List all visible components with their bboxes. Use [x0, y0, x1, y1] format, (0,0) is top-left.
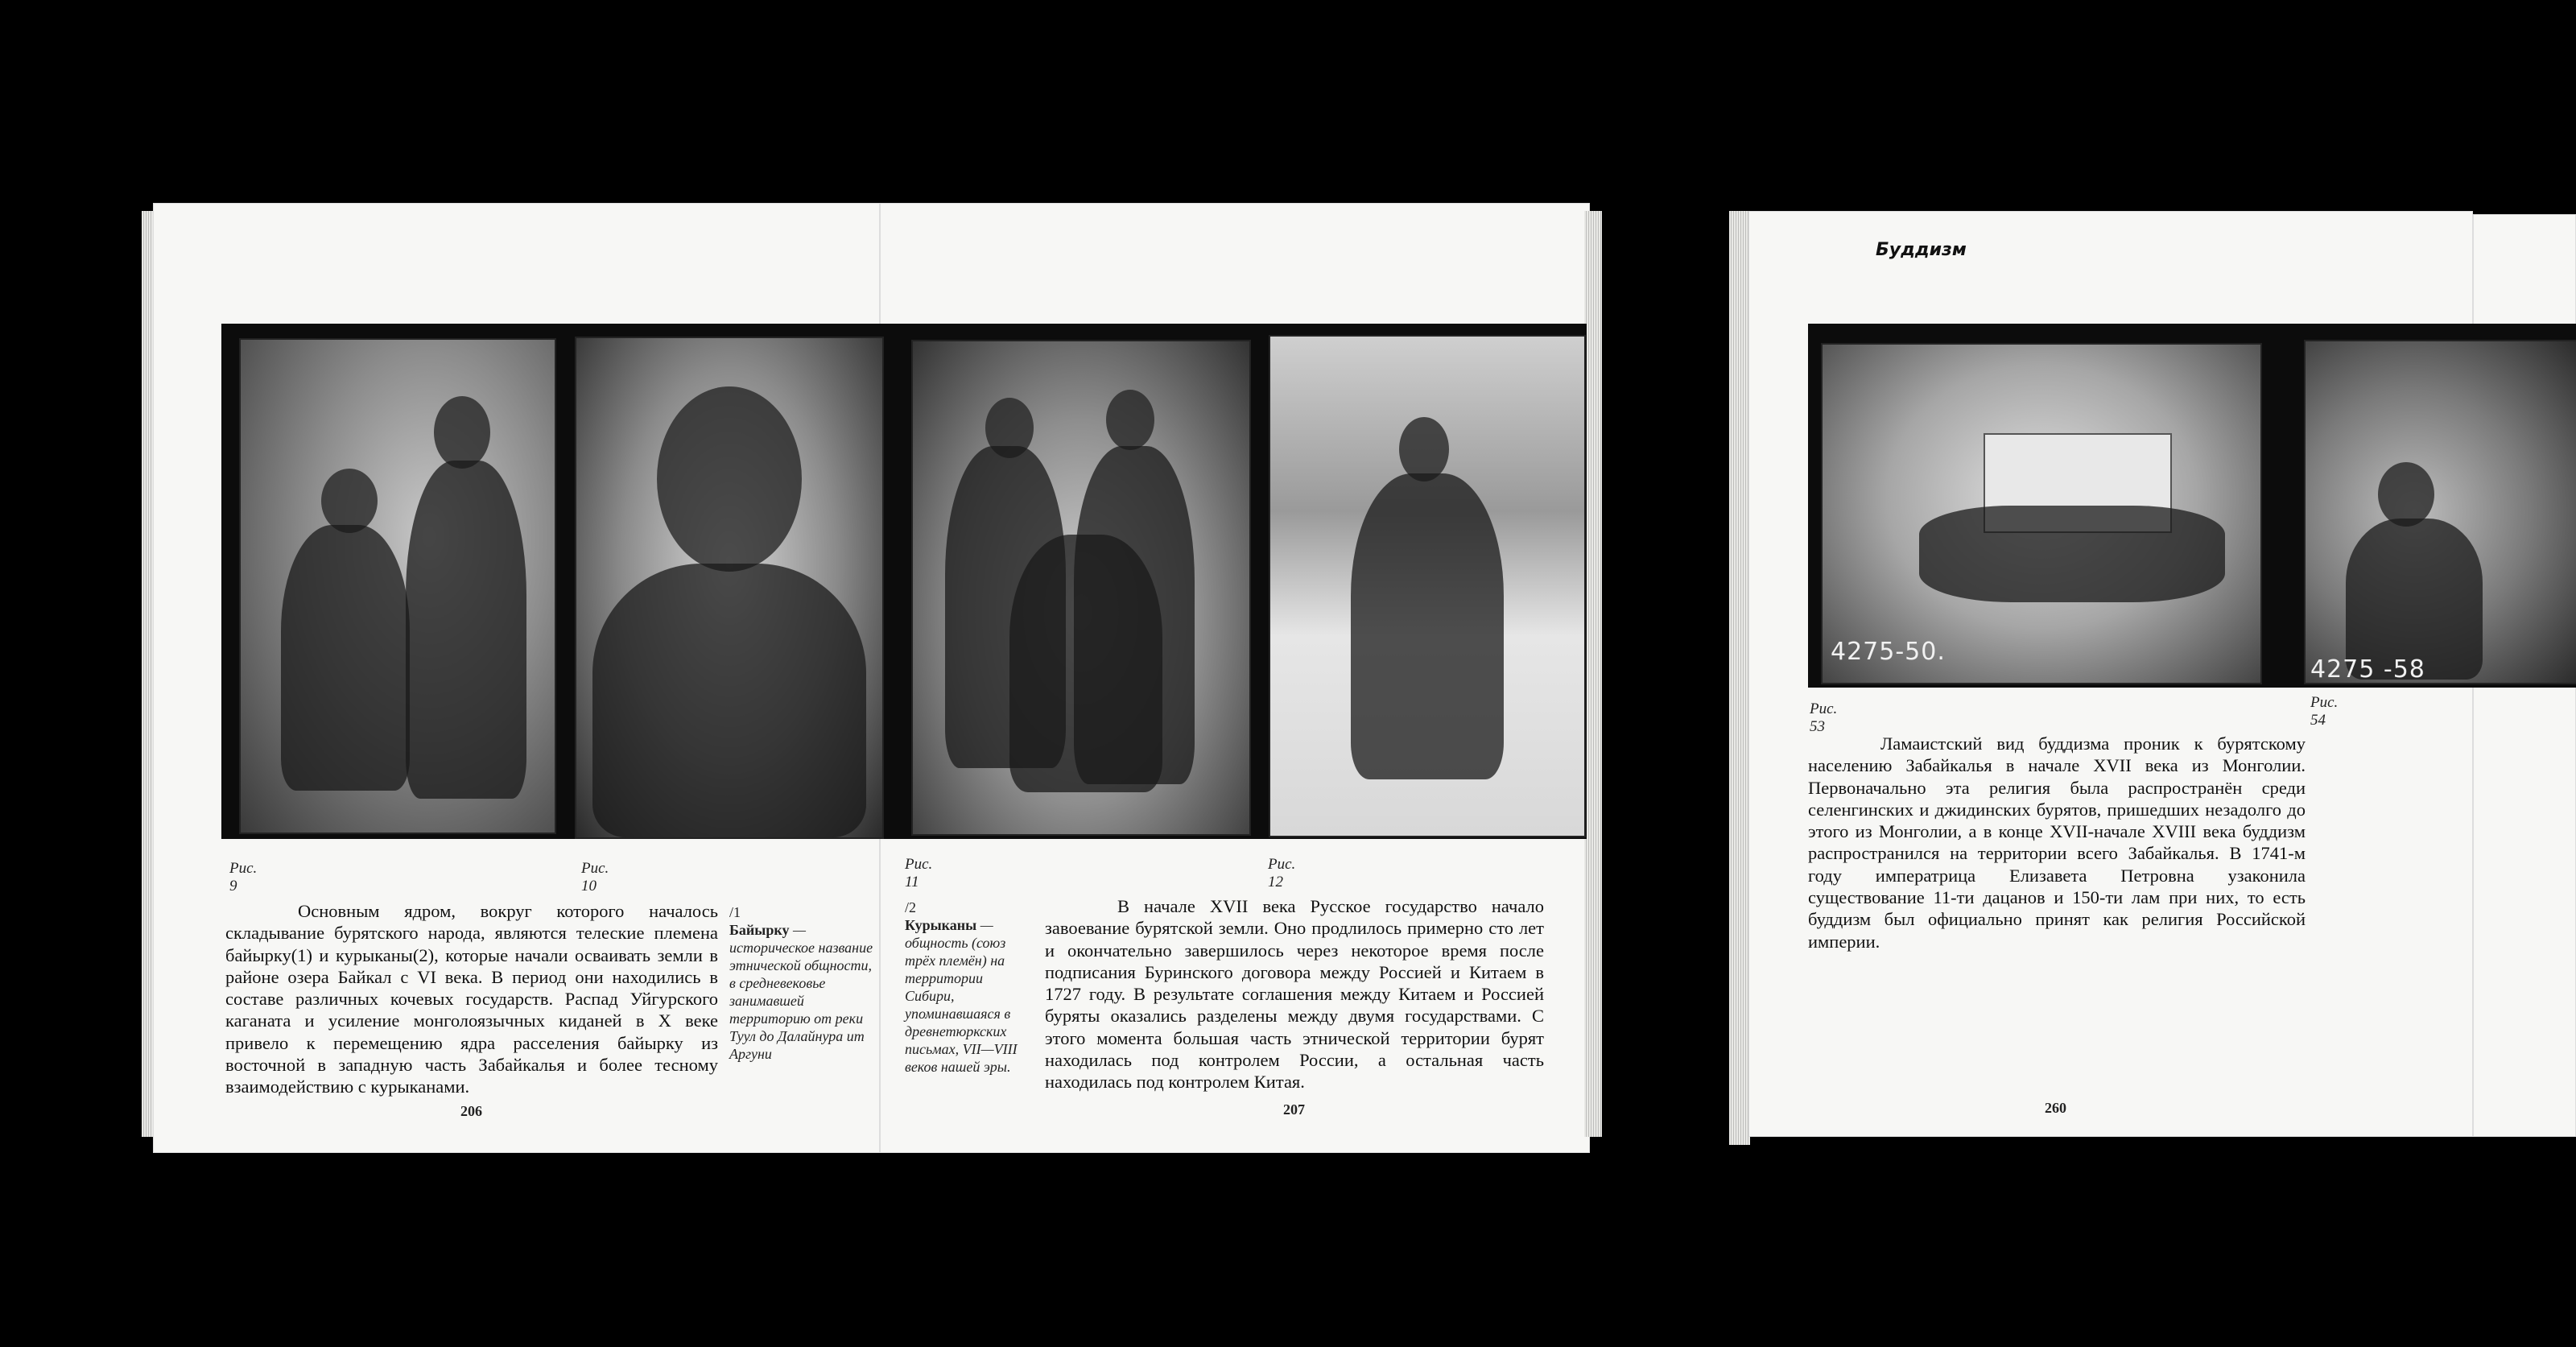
- footnote-2: [905, 899, 1026, 1076]
- footnote-number: /2: [905, 899, 917, 915]
- photo-fig53: [1821, 343, 2262, 684]
- body-text-206: Основным ядром, вокруг которого началось складывание бурятского народа, являются телеские племена байырку(1) и курыканы(2), которые начали осваивать земли в районе озера Байкал с VI века. В период они находились в составе различных кочевых государств. Распад Уйгурского каганата и усиление монголоязычных киданей в X веке привело к перемещению ядра расселения байырку из восточной в западную часть Забайкалья и более тесному взаимодействию с курыканами.: [225, 901, 718, 1097]
- photo-fig11: [911, 340, 1251, 836]
- folio-207: 207: [1283, 1101, 1305, 1118]
- photo-fig10: [575, 337, 884, 839]
- folio-260: 260: [2045, 1100, 2066, 1116]
- negative-number-fig53: 4275-50.: [1831, 638, 1946, 666]
- caption-fig10: Рис. 10: [581, 860, 609, 895]
- body-text-260: Ламаистский вид буддизма проник к бурятскому населению Забайкалья в начале XVII века из Монголии. Первоначально эта религия была распространён среди селенгинских и джидинских бурятов, пришедших незадолго до этого из Монголии, а в конце XVII-начале XVIII века буддизм распространился на территории всего Забайкалья. В 1741-м году императрица Елизавета Петровна узаконила существование 11-ти дацанов и 150-ти лам при них, то есть буддизм был официально принят как религия Российской империи.: [1808, 733, 2306, 952]
- caption-fig11: Рис. 11: [905, 856, 933, 890]
- negative-number-fig54: 4275 -58: [2310, 655, 2425, 684]
- folio-206: 206: [460, 1103, 482, 1119]
- photo-fig9: [239, 338, 556, 834]
- footnote-text: — историческое название этнической общности, в средневековье занимавшей территорию от реки Туул до Далайнура ит Аргуни: [729, 922, 873, 1062]
- footnote-text: — общность (союз трёх племён) на территории Сибири, упоминавшаяся в древнетюркских письмах, VII—VIII веков нашей эры.: [905, 917, 1018, 1075]
- caption-fig9: Рис. 9: [229, 860, 258, 895]
- footnote-number: /1: [729, 904, 741, 920]
- caption-fig54: Рис. 54: [2310, 694, 2339, 729]
- photo-fig54: [2304, 340, 2576, 684]
- body-text-207: В начале XVII века Русское государство начало завоевание бурятской земли. Оно продлилось примерно сто лет и окончательно завершилось через некоторое время после подписания Буринского договора между Россией и Китаем в 1727 году. В результате соглашения между Китаем и Россией буряты оказались разделены между двумя государствами. С этого момента большая часть этнической территории бурят находилась под контролем России, а остальная часть находилась под контролем Китая.: [1045, 896, 1544, 1093]
- right-book-page-edges: [1729, 211, 1750, 1145]
- right-page-edges: [1584, 211, 1602, 1137]
- footnote-1: [729, 903, 876, 1063]
- running-head: Буддизм: [1876, 240, 1967, 260]
- caption-fig53: Рис. 53: [1810, 700, 1838, 735]
- footnote-term: Курыканы: [905, 917, 977, 933]
- footnote-term: Байырку: [729, 922, 790, 938]
- caption-fig12: Рис. 12: [1268, 856, 1296, 890]
- photo-fig12: [1269, 335, 1586, 837]
